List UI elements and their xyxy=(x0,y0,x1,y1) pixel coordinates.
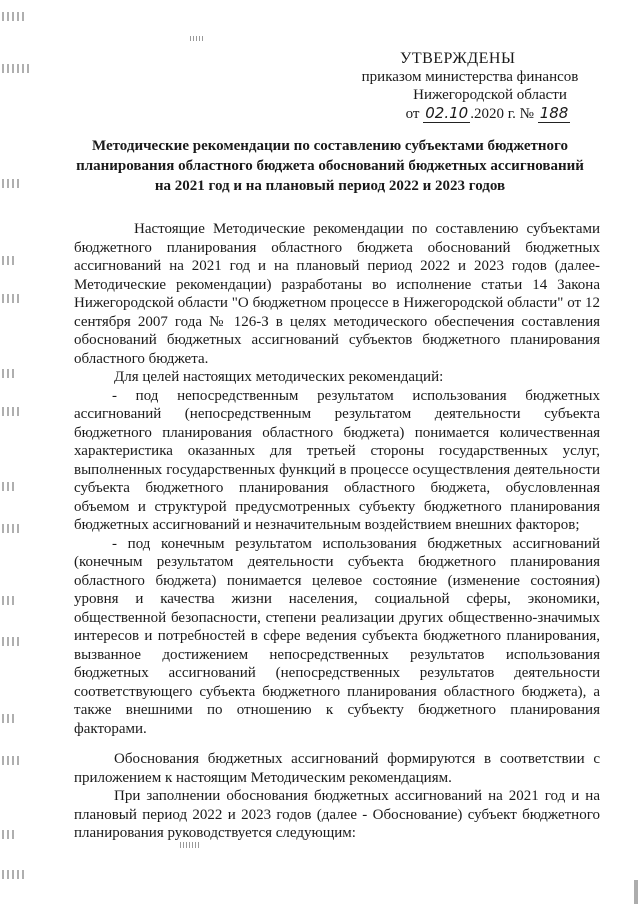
document-body xyxy=(74,220,600,843)
scan-artifact xyxy=(2,752,54,766)
paragraph-definitions-lead: Для целей настоящих методических рекомендаций: xyxy=(114,369,444,385)
scan-artifact xyxy=(2,365,54,379)
approval-title: УТВЕРЖДЕНЫ xyxy=(400,50,516,67)
paragraph-intro: Настоящие Методические рекомендации по составлению субъектами бюджетного планирования областного бюджета обоснований бюджетных ассигнований на 2021 год и на плановый период 2022 и 2023 годов (далее- Методические рекомендации) разработаны во исполнение статьи 14 Закона Нижегородской области "О бюджетном процессе в Нижегородской области" от 12 сентября 2007 года № 126-З в целях методического обеспечения составления обоснований бюджетных ассигнований субъектов бюджетного планирования областного бюджета. xyxy=(74,221,600,367)
scan-artifact xyxy=(2,175,54,189)
scan-artifact xyxy=(2,8,54,22)
scan-artifact xyxy=(634,880,638,904)
scan-artifact xyxy=(2,866,54,880)
approval-date-line xyxy=(376,104,600,123)
scan-artifact xyxy=(2,290,54,304)
approval-line-1: приказом министерства финансов xyxy=(361,69,579,85)
scan-artifact xyxy=(2,252,54,266)
scan-artifact xyxy=(2,633,54,647)
paragraph-final-result: - под конечным результатом использования бюджетных ассигнований (конечным результатом деятельности субъекта бюджетного планирования областного бюджета) понимается целевое состояние (изменение состояния) уровня и качества жизни населения, социальной сферы, экономики, общественной безопасности, степени реализации других общественно-значимых интересов и потребностей в сфере ведения субъекта бюджетного планирования, вызванное достижением непосредственных результатов использования бюджетных ассигнований (непосредственных результатов деятельности соответствующего субъекта бюджетного планирования областного бюджета), а также внешними по отношению к субъекту бюджетного планирования факторами. xyxy=(74,535,600,737)
scan-artifact xyxy=(2,826,54,840)
approval-date-handwritten: 02.10 xyxy=(425,104,469,122)
document-title xyxy=(60,136,600,196)
document-title-line-2: планирования областного бюджета обоснований бюджетных ассигнований xyxy=(76,158,584,174)
scan-artifact xyxy=(180,835,240,845)
scan-artifact xyxy=(2,478,54,492)
approval-block xyxy=(340,50,600,123)
scan-artifact xyxy=(190,28,220,36)
approval-number-handwritten: 188 xyxy=(539,104,569,122)
paragraph-justifications: Обоснования бюджетных ассигнований формируются в соответствии с приложением к настоящим Методическим рекомендациям. xyxy=(74,751,600,786)
paragraph-direct-result: - под непосредственным результатом использования бюджетных ассигнований (непосредственным результатом деятельности субъекта бюджетного планирования областного бюджета) понимается количественная характеристика оказанных для третьей стороны государственных услуг, выполненных государственных функций в процессе осуществления деятельности субъекта бюджетного планирования областного бюджета, обусловленная объемом и структурой предусмотренных субъекту бюджетного планирования бюджетных ассигнований и незначительным воздействием внешних факторов; xyxy=(74,387,600,533)
scan-artifact xyxy=(2,710,54,724)
scan-artifact xyxy=(2,520,54,534)
paragraph-filling: При заполнении обоснования бюджетных ассигнований на 2021 год и на плановый период 2022 и 2023 годов (далее - Обоснование) субъект бюджетного планирования руководствуется следующим: xyxy=(74,788,600,841)
scan-artifact xyxy=(2,592,54,606)
document-title-line-1: Методические рекомендации по составлению субъектами бюджетного xyxy=(92,138,568,154)
scan-artifact xyxy=(2,60,54,74)
approval-date-prefix: от xyxy=(405,106,420,122)
scan-artifact xyxy=(2,403,54,417)
approval-date-suffix: .2020 г. № xyxy=(470,106,534,122)
approval-line-2: Нижегородской области xyxy=(413,87,567,103)
document-title-line-3: на 2021 год и на плановый период 2022 и 2023 годов xyxy=(154,178,506,194)
